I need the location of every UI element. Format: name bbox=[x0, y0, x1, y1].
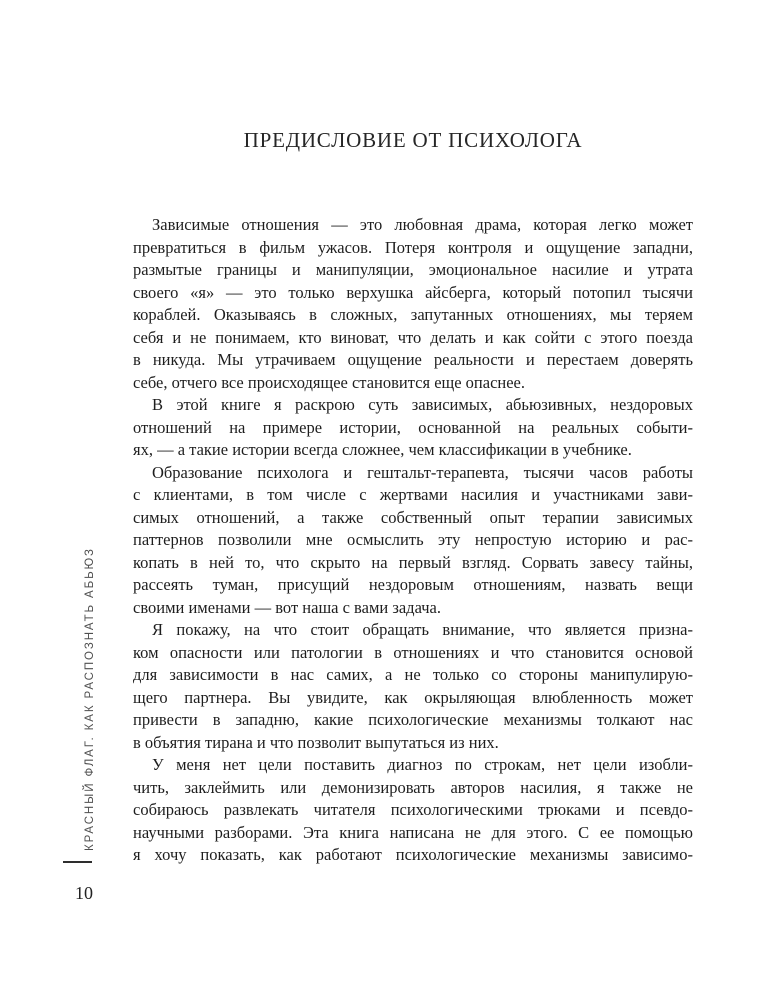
paragraph bbox=[133, 619, 693, 754]
text-line: паттернов позволили мне осмыслить эту непростую историю и рас- bbox=[133, 530, 693, 549]
text-line: Я покажу, на что стоит обращать внимание, что является призна- bbox=[152, 620, 693, 639]
text-line: рассеять туман, присущий нездоровым отношениям, назвать вещи bbox=[133, 575, 693, 594]
text-line: Образование психолога и гештальт-терапевта, тысячи часов работы bbox=[152, 462, 693, 482]
text-line: своими именами — вот наша с вами задача. bbox=[133, 597, 441, 617]
footer-rule bbox=[63, 861, 92, 863]
paragraph bbox=[133, 462, 693, 620]
text-line: в объятия тирана и что позволит выпутаться из них. bbox=[133, 732, 499, 752]
text-line: научными разборами. Эта книга написана не для этого. С ее помощью bbox=[133, 822, 693, 842]
text-line: себе, отчего все происходящее становится еще опаснее. bbox=[133, 372, 526, 392]
paragraph bbox=[133, 754, 693, 867]
text-line: отношений на примере истории, основанной на реальных событи- bbox=[133, 417, 693, 437]
text-line: щего партнера. Вы увидите, как окрыляющая влюбленность может bbox=[133, 687, 693, 707]
text-line: превратиться в фильм ужасов. Потеря контроля и ощущение западни, bbox=[133, 237, 693, 257]
text-line: я хочу показать, как работают психологические механизмы зависимо- bbox=[133, 845, 693, 864]
text-line: Зависимые отношения — это любовная драма, которая легко может bbox=[152, 215, 693, 234]
text-line: своего «я» — это только верхушка айсберга, который потопил тысячи bbox=[133, 282, 693, 302]
page-number: 10 bbox=[75, 883, 93, 903]
running-head-vertical: КРАСНЫЙ ФЛАГ. КАК РАСПОЗНАТЬ АБЬЮЗ bbox=[84, 547, 96, 851]
text-line: чить, заклеймить или демонизировать авторов насилия, я также не bbox=[133, 777, 693, 797]
text-line: У меня нет цели поставить диагноз по строкам, нет цели изобли- bbox=[152, 755, 693, 774]
body-text bbox=[133, 214, 693, 867]
text-line: копать в ней то, что скрыто на первый взгляд. Сорвать завесу тайны, bbox=[133, 552, 693, 572]
text-line: в никуда. Мы утрачиваем ощущение реальности и перестаем доверять bbox=[133, 350, 693, 369]
text-line: размытые границы и манипуляции, эмоциональное насилие и утрата bbox=[133, 260, 693, 279]
paragraph bbox=[133, 214, 693, 394]
text-line: себя и не понимаем, кто виноват, что делать и как сойти с этого поезда bbox=[133, 327, 693, 347]
text-line: ях, — а такие истории всегда сложнее, чем классификации в учебнике. bbox=[133, 440, 632, 459]
text-line: В этой книге я раскрою суть зависимых, абьюзивных, нездоровых bbox=[152, 395, 693, 414]
text-line: с клиентами, в том числе с жертвами насилия и участниками зави- bbox=[133, 485, 693, 504]
text-line: собираюсь развлекать читателя психологическими трюками и псевдо- bbox=[133, 800, 693, 819]
text-line: кораблей. Оказываясь в сложных, запутанных отношениях, мы теряем bbox=[133, 305, 693, 324]
chapter-title: ПРЕДИСЛОВИЕ ОТ ПСИХОЛОГА bbox=[243, 128, 583, 152]
text-line: симых отношений, а также собственный опыт терапии зависимых bbox=[133, 507, 693, 527]
text-line: ком опасности или патологии в отношениях и что становится основой bbox=[133, 642, 693, 662]
text-line: привести в западню, какие психологические механизмы толкают нас bbox=[133, 710, 693, 729]
text-line: для зависимости в нас самих, а не только со стороны манипулирую- bbox=[133, 665, 693, 684]
paragraph bbox=[133, 394, 693, 462]
